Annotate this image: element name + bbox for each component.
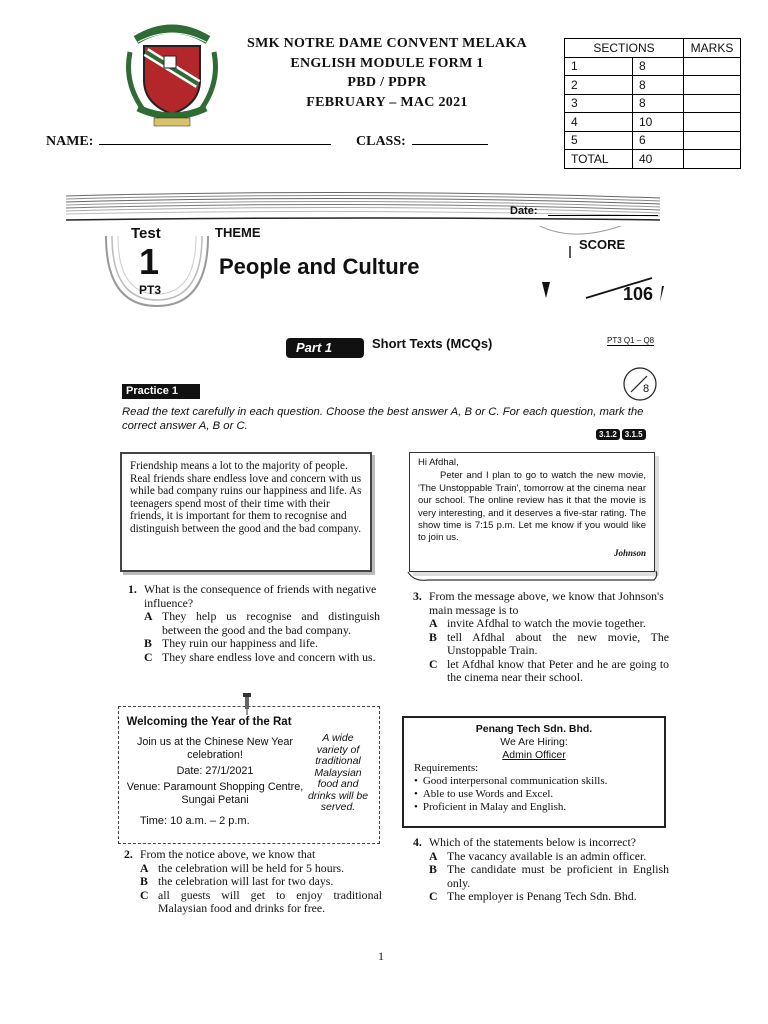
option-letter: C xyxy=(144,649,153,664)
question-3 xyxy=(413,590,669,685)
option-text: the celebration will last for two days. xyxy=(158,874,334,888)
mark-cell[interactable] xyxy=(684,150,741,169)
skill-code-tags xyxy=(594,424,646,442)
max-mark-cell: 6 xyxy=(633,131,684,150)
job-subtitle: We Are Hiring: xyxy=(500,735,568,748)
test-label: Test xyxy=(131,225,161,242)
class-blank-line[interactable] xyxy=(412,133,488,145)
option-letter: B xyxy=(144,636,152,650)
job-company: Penang Tech Sdn. Bhd. xyxy=(475,723,593,735)
assessment-type: PBD / PDPR xyxy=(347,75,427,90)
class-label: CLASS: xyxy=(356,134,406,149)
question-number: 1. xyxy=(128,582,137,596)
skill-code-tag: 3.1.2 xyxy=(596,429,620,440)
option-letter: C xyxy=(429,889,438,903)
question-stem: From the notice above, we know that xyxy=(140,847,316,861)
marks-header: MARKS xyxy=(684,39,741,58)
max-mark-cell: 8 xyxy=(633,76,684,95)
answer-option-c[interactable] xyxy=(429,890,669,904)
practice-instructions: Read the text carefully in each question. Choose the best answer A, B or C. For each question, mark the correct answer A, B or C. xyxy=(122,406,644,432)
answer-option-b[interactable] xyxy=(144,637,380,651)
option-text: They share endless love and concern with us. xyxy=(162,649,376,664)
table-row xyxy=(565,113,741,132)
option-text: They help us recognise and distinguish between the good and the bad company. xyxy=(162,609,380,637)
notice-venue: Venue: Paramount Shopping Centre, Sungai Petani xyxy=(126,781,304,806)
question-stem: Which of the statements below is incorrect? xyxy=(429,835,637,849)
theme-title: People and Culture xyxy=(219,254,420,279)
table-row xyxy=(565,150,741,169)
question-number: 2. xyxy=(124,847,133,861)
option-text: The candidate must be proficient in English only. xyxy=(447,862,669,890)
job-requirements-list xyxy=(414,775,654,813)
answer-option-b[interactable] xyxy=(140,875,382,889)
pin-icon xyxy=(240,693,254,715)
option-text: let Afdhal know that Peter and he are going to the cinema near their school. xyxy=(447,656,669,684)
notice-date: Date: 27/1/2021 xyxy=(176,765,254,777)
skill-code-tag: 3.1.5 xyxy=(622,429,646,440)
practice-max-score: 8 xyxy=(643,383,650,395)
assessment-period: FEBRUARY – MAC 2021 xyxy=(306,94,468,110)
option-letter: A xyxy=(429,616,438,630)
mark-cell[interactable] xyxy=(684,76,741,95)
table-row xyxy=(565,57,741,76)
section-cell: 3 xyxy=(565,94,633,113)
question-2 xyxy=(124,848,382,916)
answer-option-c[interactable] xyxy=(140,889,382,916)
option-letter: A xyxy=(429,848,438,863)
part-badge xyxy=(286,338,364,358)
card-curl-decoration xyxy=(404,570,660,584)
answer-option-a[interactable] xyxy=(429,850,669,864)
answer-option-a[interactable] xyxy=(140,862,382,876)
table-row xyxy=(565,131,741,150)
option-text: the celebration will be held for 5 hours. xyxy=(158,860,345,875)
friendship-passage: Friendship means a lot to the majority of people. Real friends share endless love and concern with us while bad company ruins our happiness and life. As teenagers spend most of their time with their friends, it is important for them to recognise and distinguish between the good and the bad company. xyxy=(120,452,372,572)
option-letter: C xyxy=(140,887,149,902)
question-number: 3. xyxy=(413,589,422,603)
question-reference: PT3 Q1 – Q8 xyxy=(607,336,655,345)
mark-cell[interactable] xyxy=(684,57,741,76)
option-letter: A xyxy=(140,860,149,875)
banner-date-label: Date: xyxy=(510,205,538,217)
option-letter: B xyxy=(429,629,437,644)
message-signature: Johnson xyxy=(613,547,646,558)
notice-details xyxy=(126,736,304,810)
school-name: SMK NOTRE DAME CONVENT MELAKA xyxy=(247,36,527,51)
page-number: 1 xyxy=(378,949,384,963)
name-label: NAME: xyxy=(46,134,94,149)
job-requirements-label: Requirements: xyxy=(414,762,479,775)
max-mark-cell: 10 xyxy=(633,113,684,132)
module-title: ENGLISH MODULE FORM 1 xyxy=(290,55,484,71)
banner-date-line[interactable] xyxy=(548,215,658,216)
practice-score-circle xyxy=(617,366,663,402)
mark-cell[interactable] xyxy=(684,113,741,132)
job-position: Admin Officer xyxy=(502,748,566,761)
list-item: • Proficient in Malay and English. xyxy=(414,801,654,814)
sections-header: SECTIONS xyxy=(565,39,684,58)
option-text: tell Afdhal about the new movie, The Unstoppable Train. xyxy=(447,629,669,657)
notice-title: Welcoming the Year of the Rat xyxy=(126,716,292,728)
score-label: SCORE xyxy=(579,237,626,252)
option-letter: B xyxy=(429,862,437,876)
option-text: invite Afdhal to watch the movie together. xyxy=(447,616,646,630)
practice-badge-label: Practice 1 xyxy=(126,385,178,397)
option-letter: C xyxy=(429,656,438,671)
answer-option-c[interactable] xyxy=(429,658,669,685)
option-text: The vacancy available is an admin officer. xyxy=(447,848,647,863)
question-1 xyxy=(128,583,380,664)
name-blank-line[interactable] xyxy=(99,133,331,145)
answer-option-a[interactable] xyxy=(429,617,669,631)
part-title: Short Texts (MCQs) xyxy=(372,336,493,351)
answer-option-b[interactable] xyxy=(429,631,669,658)
mark-cell[interactable] xyxy=(684,131,741,150)
table-row xyxy=(565,94,741,113)
max-mark-cell: 40 xyxy=(633,150,684,169)
table-row xyxy=(565,76,741,95)
marks-table-header xyxy=(565,39,741,58)
test-number: 1 xyxy=(139,241,160,282)
answer-option-a[interactable] xyxy=(144,610,380,637)
message-greeting: Hi Afdhal, xyxy=(418,457,459,468)
option-text: The employer is Penang Tech Sdn. Bhd. xyxy=(447,889,637,903)
question-stem: From the message above, we know that Johnson's main message is to xyxy=(429,589,664,617)
option-text: They ruin our happiness and life. xyxy=(162,636,318,650)
answer-option-b[interactable] xyxy=(429,863,669,890)
max-mark-cell: 8 xyxy=(633,94,684,113)
message-card xyxy=(409,452,655,572)
option-letter: B xyxy=(140,874,148,888)
class-field[interactable] xyxy=(356,133,488,150)
answer-option-c[interactable] xyxy=(144,651,380,665)
question-number: 4. xyxy=(413,835,422,849)
question-stem: What is the consequence of friends with negative influence? xyxy=(144,582,377,610)
message-body: Peter and I plan to go to watch the new movie, 'The Unstoppable Train', tomorrow at the cinema near our school. The online review has it that the movie is very interesting, and it deserves a five-star rating. The show time is 7:15 p.m. Let me know if you would like to join us. xyxy=(418,470,646,544)
section-cell: 1 xyxy=(565,57,633,76)
theme-label: THEME xyxy=(215,225,261,240)
list-item: • Able to use Words and Excel. xyxy=(414,788,654,801)
mark-cell[interactable] xyxy=(684,94,741,113)
section-cell: TOTAL xyxy=(565,150,633,169)
option-letter: A xyxy=(144,609,153,623)
max-mark-cell: 8 xyxy=(633,57,684,76)
name-field[interactable] xyxy=(46,133,331,150)
notice-time: Time: 10 a.m. – 2 p.m. xyxy=(140,815,250,827)
option-text: all guests will get to enjoy traditional Malaysian food and drinks for free. xyxy=(158,887,382,915)
marks-table xyxy=(564,38,741,169)
list-item: • Good interpersonal communication skills. xyxy=(414,775,654,788)
section-cell: 5 xyxy=(565,131,633,150)
job-advertisement xyxy=(402,716,666,828)
part-badge-label: Part 1 xyxy=(296,340,333,355)
test-code: PT3 xyxy=(139,283,162,297)
practice-badge xyxy=(122,384,200,399)
section-cell: 2 xyxy=(565,76,633,95)
section-cell: 4 xyxy=(565,113,633,132)
school-crest-logo xyxy=(124,22,220,128)
notice-intro: Join us at the Chinese New Year celebration! xyxy=(136,736,294,761)
school-header xyxy=(222,34,552,112)
notice-food-note: A wide variety of traditional Malaysian food and drinks will be served. xyxy=(307,732,369,813)
score-total: 106 xyxy=(623,284,654,304)
question-4 xyxy=(413,836,669,904)
